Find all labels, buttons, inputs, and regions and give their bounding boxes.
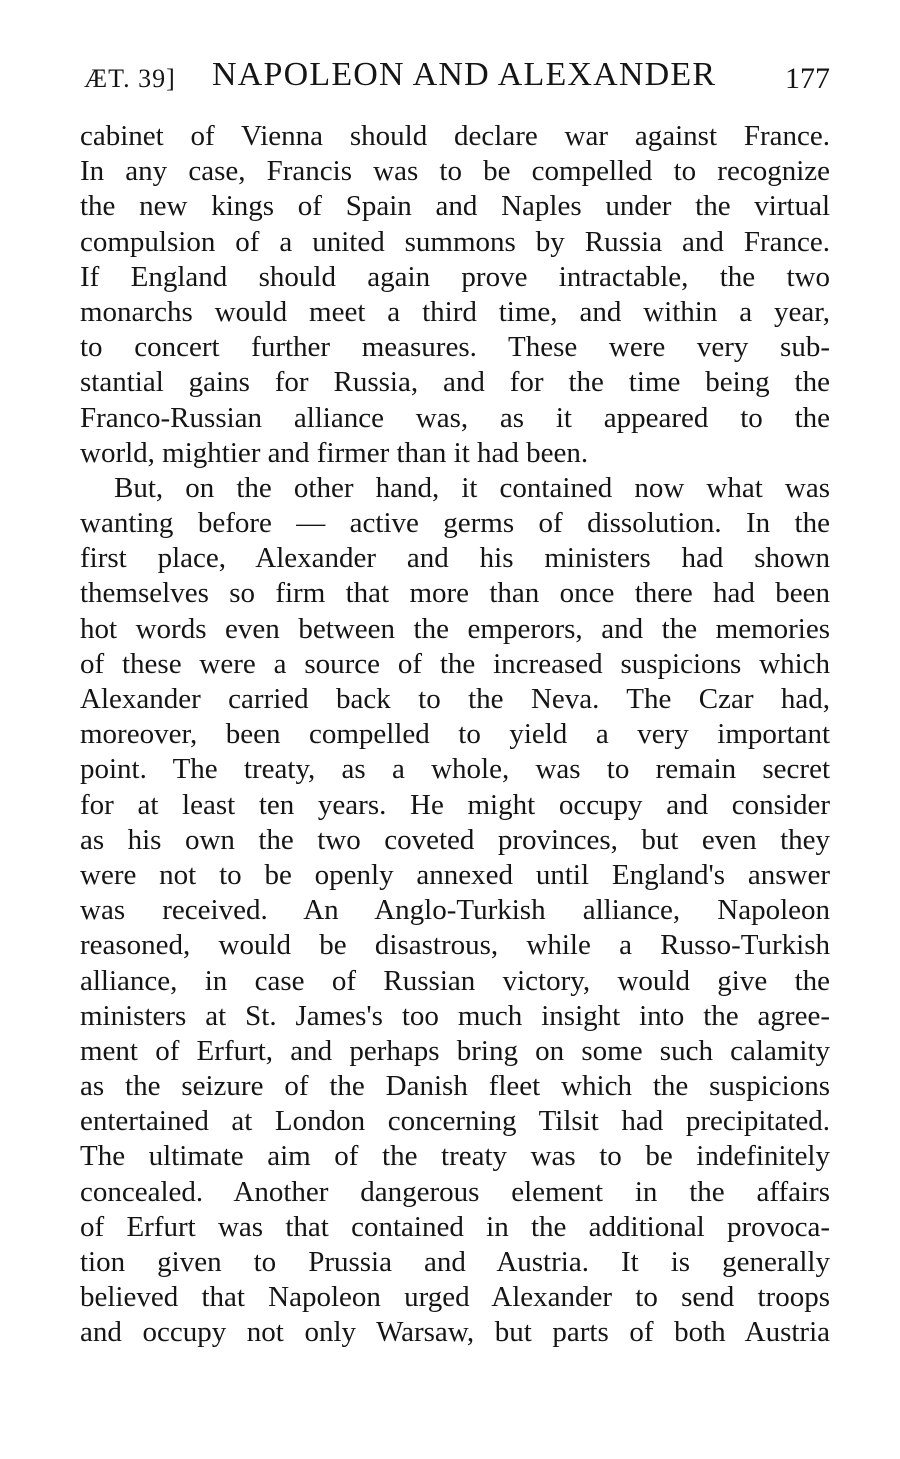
text-line: point. The treaty, as a whole, was to remain secret xyxy=(80,753,830,786)
text-line: were not to be openly annexed until England's answer xyxy=(80,858,830,891)
text-line: entertained at London concerning Tilsit had precipitated. xyxy=(80,1105,830,1138)
text-line: first place, Alexander and his ministers had shown xyxy=(80,542,830,575)
text-line: and occupy not only Warsaw, but parts of both Austria xyxy=(80,1316,830,1349)
text-line: tion given to Prussia and Austria. It is generally xyxy=(80,1246,830,1278)
text-line: compulsion of a united summons by Russia and France. xyxy=(80,225,830,258)
text-line: reasoned, would be disastrous, while a Russo-Turkish xyxy=(80,929,830,962)
paragraph xyxy=(80,119,830,471)
text-line: wanting before — active germs of dissolution. In the xyxy=(80,507,830,540)
text-line: hot words even between the emperors, and the memories xyxy=(80,612,830,645)
page-number: 177 xyxy=(785,62,830,95)
text-line: was received. An Anglo-Turkish alliance, Napoleon xyxy=(80,894,830,927)
text-line: stantial gains for Russia, and for the time being the xyxy=(80,366,830,399)
text-line: as the seizure of the Danish fleet which the suspicions xyxy=(80,1070,830,1103)
text-line: ment of Erfurt, and perhaps bring on some such calamity xyxy=(80,1034,830,1067)
text-line: believed that Napoleon urged Alexander to send troops xyxy=(80,1281,830,1314)
running-head xyxy=(84,56,830,100)
text-line: Alexander carried back to the Neva. The Czar had, xyxy=(80,683,830,715)
text-line: concealed. Another dangerous element in the affairs xyxy=(80,1175,830,1208)
text-line: moreover, been compelled to yield a very important xyxy=(80,718,830,751)
text-line: In any case, Francis was to be compelled to recognize xyxy=(80,155,830,188)
text-line: to concert further measures. These were very sub- xyxy=(80,331,830,364)
text-line: cabinet of Vienna should declare war against France. xyxy=(80,120,830,152)
text-line: of Erfurt was that contained in the additional provoca- xyxy=(80,1210,830,1243)
page-title: NAPOLEON AND ALEXANDER xyxy=(212,56,717,93)
text-line: world, mightier and firmer than it had been. xyxy=(80,436,589,469)
text-line: themselves so firm that more than once there had been xyxy=(80,577,830,610)
text-line: Franco-Russian alliance was, as it appeared to the xyxy=(80,401,830,434)
text-line: If England should again prove intractable, the two xyxy=(80,260,830,293)
text-line: of these were a source of the increased suspicions which xyxy=(80,647,830,680)
body-text xyxy=(80,119,830,1351)
text-line: monarchs would meet a third time, and within a year, xyxy=(80,295,830,328)
text-line: for at least ten years. He might occupy and consider xyxy=(80,788,830,821)
text-line: as his own the two coveted provinces, but even they xyxy=(80,823,830,856)
chapter-age-marker: ÆT. 39] xyxy=(84,64,176,93)
text-line: The ultimate aim of the treaty was to be indefinitely xyxy=(80,1140,830,1173)
text-line: the new kings of Spain and Naples under the virtual xyxy=(80,190,830,223)
text-line: alliance, in case of Russian victory, would give the xyxy=(80,964,830,997)
text-line: ministers at St. James's too much insight into the agree- xyxy=(80,999,830,1032)
paragraph xyxy=(80,471,830,1351)
text-line: But, on the other hand, it contained now what was xyxy=(114,471,830,504)
